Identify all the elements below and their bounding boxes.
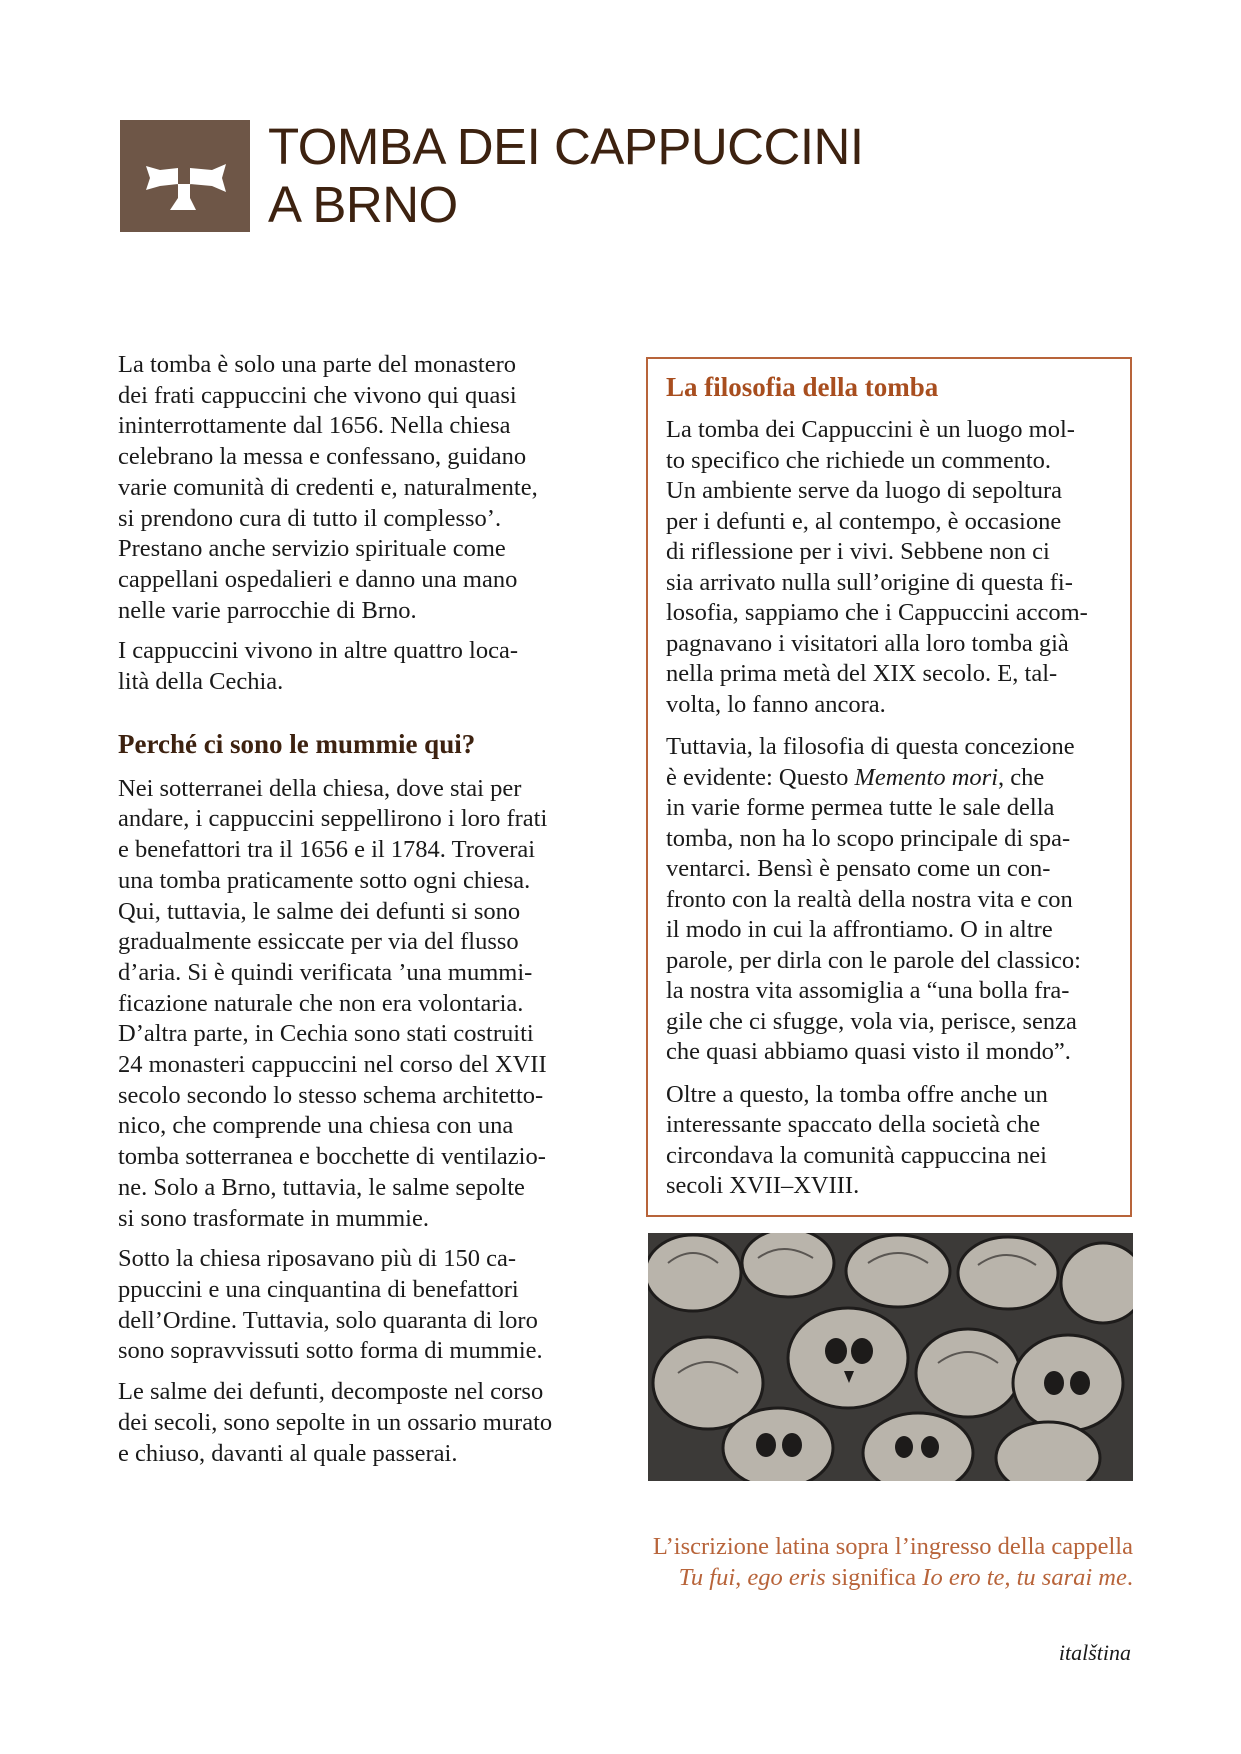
text-line: si prendono cura di tutto il complesso’. xyxy=(118,504,502,532)
text-fragment: è evidente: Questo xyxy=(666,763,855,791)
skulls-photo xyxy=(648,1233,1133,1481)
text-line: e chiuso, davanti al quale passerai. xyxy=(118,1439,458,1467)
text-line: ne. Solo a Brno, tuttavia, le salme sepolte xyxy=(118,1173,525,1201)
title-line-2: A BRNO xyxy=(268,176,458,233)
section-heading-mummies: Perché ci sono le mummie qui? xyxy=(118,728,476,759)
logo xyxy=(120,120,250,232)
text-line: ventarci. Bensì è pensato come un con- xyxy=(666,855,1051,882)
text-line: pagnavano i visitatori alla loro tomba già xyxy=(666,629,1069,657)
text-line: gradualmente essiccate per via del flusso xyxy=(118,928,519,956)
latin-inscription: Tu fui, ego eris xyxy=(678,1564,826,1591)
caption-line-1: L’iscrizione latina sopra l’ingresso della cappella xyxy=(652,1533,1133,1560)
intro-paragraph xyxy=(118,350,608,626)
text-line: La tomba è solo una parte del monastero xyxy=(118,351,516,378)
page-title xyxy=(268,118,864,234)
text-line: gile che ci sfugge, vola via, perisce, senza xyxy=(666,1007,1077,1035)
text-line: una tomba praticamente sotto ogni chiesa. xyxy=(118,866,531,894)
friars-paragraph xyxy=(118,1244,608,1367)
text-line: ininterrottamente dal 1656. Nella chiesa xyxy=(118,412,511,440)
text-line: nelle varie parrocchie di Brno. xyxy=(118,596,417,624)
text-line: secolo secondo lo stesso schema architetto- xyxy=(118,1081,544,1109)
text-line: ficazione naturale che non era volontaria. xyxy=(118,989,524,1017)
text-line: Sotto la chiesa riposavano più di 150 ca- xyxy=(118,1245,517,1273)
text-line: celebrano la messa e confessano, guidano xyxy=(118,443,527,471)
text-line: Nei sotterranei della chiesa, dove stai per xyxy=(118,774,522,802)
text-line: fronto con la realtà della nostra vita e con xyxy=(666,885,1073,913)
text-line: nico, che comprende una chiesa con una xyxy=(118,1112,514,1140)
text-line: che quasi abbiamo quasi visto il mondo”. xyxy=(666,1038,1071,1065)
philosophy-box xyxy=(646,357,1132,1217)
text-line: varie comunità di credenti e, naturalmente, xyxy=(118,473,538,501)
text-line: dei secoli, sono sepolte in un ossario murato xyxy=(118,1408,553,1436)
text-line: tomba sotterranea e bocchette di ventilazio- xyxy=(118,1143,546,1171)
text-line xyxy=(666,763,1130,794)
text-line: e benefattori tra il 1656 e il 1784. Troverai xyxy=(118,836,536,864)
text-line: D’altra parte, in Cechia sono stati costruiti xyxy=(118,1020,534,1048)
language-label: italština xyxy=(1058,1640,1131,1665)
text-line: La tomba dei Cappuccini è un luogo mol- xyxy=(666,416,1075,443)
translation: Io ero te, tu sarai me xyxy=(922,1564,1127,1591)
box-paragraph-2 xyxy=(666,732,1130,1068)
skulls-illustration xyxy=(648,1233,1133,1481)
box-paragraph-1 xyxy=(666,415,1130,720)
image-caption xyxy=(653,1531,1133,1593)
text-line: interessante spaccato della società che xyxy=(666,1111,1041,1138)
caption-line-2 xyxy=(653,1562,1133,1593)
cross-tau-icon xyxy=(120,120,250,232)
text-line: di riflessione per i vivi. Sebbene non ci xyxy=(666,538,1050,565)
text-line: per i defunti e, al contempo, è occasione xyxy=(666,507,1062,535)
text-line: 24 monasteri cappuccini nel corso del XVII xyxy=(118,1051,547,1079)
text-line: andare, i cappuccini seppellirono i loro frati xyxy=(118,805,548,833)
text-line: il modo in cui la affrontiamo. O in altre xyxy=(666,916,1053,943)
text-line: Oltre a questo, la tomba offre anche un xyxy=(666,1080,1048,1108)
text-line: volta, lo fanno ancora. xyxy=(666,690,886,718)
mummies-paragraph xyxy=(118,774,608,1235)
text-line: nella prima metà del XIX secolo. E, tal- xyxy=(666,660,1058,687)
text-line: d’aria. Si è quindi verificata ’una mummi- xyxy=(118,958,533,986)
text-line: tomba, non ha lo scopo principale di spa- xyxy=(666,824,1071,852)
text-line: la nostra vita assomiglia a “una bolla fra- xyxy=(666,977,1070,1004)
text-line: cappellani ospedalieri e danno una mano xyxy=(118,565,518,593)
text-line: losofia, sappiamo che i Cappuccini accom- xyxy=(666,599,1088,626)
text-line: dell’Ordine. Tuttavia, solo quaranta di loro xyxy=(118,1306,538,1334)
text-line: parole, per dirla con le parole del classico: xyxy=(666,946,1081,974)
box-paragraph-3 xyxy=(666,1080,1130,1202)
text-line: Le salme dei defunti, decomposte nel corso xyxy=(118,1378,544,1406)
text-line: sono sopravvissuti sotto forma di mummie. xyxy=(118,1337,543,1365)
text-line: Un ambiente serve da luogo di sepoltura xyxy=(666,477,1062,504)
text-line: Tuttavia, la filosofia di questa concezione xyxy=(666,733,1075,760)
text-line: in varie forme permea tutte le sale della xyxy=(666,794,1055,821)
left-column xyxy=(118,350,608,1479)
text-line: I cappuccini vivono in altre quattro loca- xyxy=(118,637,519,665)
text-line: si sono trasformate in mummie. xyxy=(118,1204,429,1232)
text-line: sia arrivato nulla sull’origine di questa fi- xyxy=(666,568,1073,596)
text-line: circondava la comunità cappuccina nei xyxy=(666,1141,1047,1169)
text-line: Qui, tuttavia, le salme dei defunti si sono xyxy=(118,897,521,925)
text-line: Prestano anche servizio spirituale come xyxy=(118,535,506,563)
text-line: secoli XVII–XVIII. xyxy=(666,1172,860,1199)
text-line: ppuccini e una cinquantina di benefattori xyxy=(118,1275,519,1303)
text-fragment: , che xyxy=(998,763,1045,791)
caption-fragment: . xyxy=(1126,1564,1133,1591)
text-line: dei frati cappuccini che vivono qui quasi xyxy=(118,381,517,409)
text-line: lità della Cechia. xyxy=(118,668,284,696)
box-heading: La filosofia della tomba xyxy=(666,372,939,402)
title-line-1: TOMBA DEI CAPPUCCINI xyxy=(268,118,864,175)
locations-paragraph xyxy=(118,636,608,697)
memento-mori-emphasis: Memento mori xyxy=(854,763,999,791)
ossuary-paragraph xyxy=(118,1377,608,1469)
caption-fragment: significa xyxy=(825,1564,923,1591)
text-line: to specifico che richiede un commento. xyxy=(666,446,1052,474)
